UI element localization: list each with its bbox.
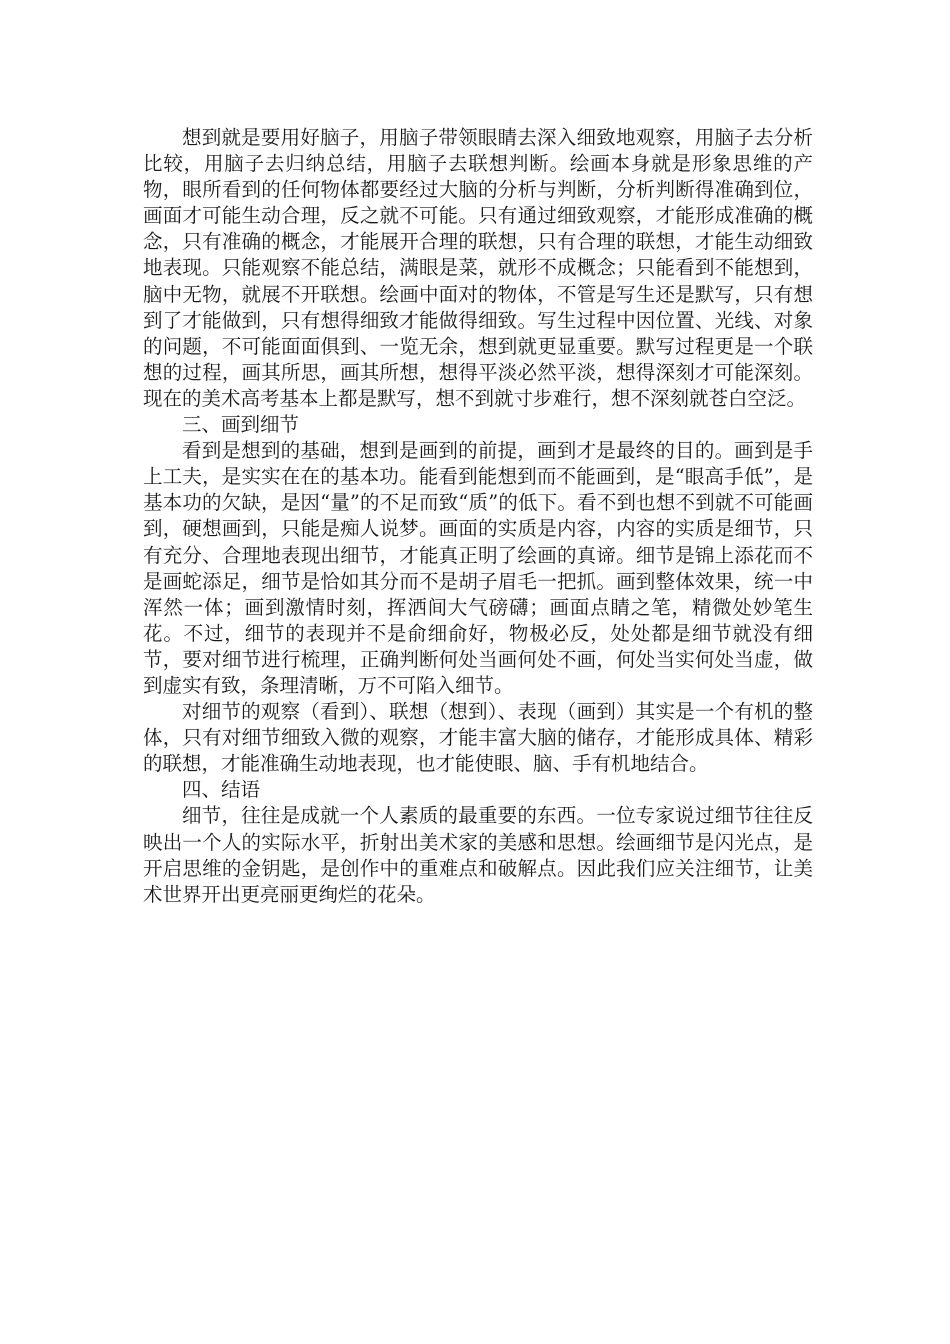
paragraph-organic-whole: 对细节的观察（看到）、联想（想到）、表现（画到）其实是一个有机的整体，只有对细节细致入微的观察，才能丰富大脑的储存，才能形成具体、精彩的联想，才能准确生动地表现，也才能使眼、脑、手有机地结合。 [143, 700, 813, 776]
section-heading-conclusion: 四、结语 [182, 778, 261, 802]
document-body [143, 125, 813, 908]
paragraph-thinking: 想到就是要用好脑子，用脑子带领眼睛去深入细致地观察，用脑子去分析比较，用脑子去归纳总结，用脑子去联想判断。绘画本身就是形象思维的产物，眼所看到的任何物体都要经过大脑的分析与判断，分析判断得准确到位，画面才可能生动合理，反之就不可能。只有通过细致观察，才能形成准确的概念，只有准确的概念，才能展开合理的联想，只有合理的联想，才能生动细致地表现。只能观察不能总结，满眼是菜，就形不成概念；只能看到不能想到，脑中无物，就展不开联想。绘画中面对的物体，不管是写生还是默写，只有想到了才能做到，只有想得细致才能做得细致。写生过程中因位置、光线、对象的问题，不可能面面俱到、一览无余，想到就更显重要。默写过程更是一个联想的过程，画其所思，画其所想，想得平淡必然平淡，想得深刻才可能深刻。现在的美术高考基本上都是默写，想不到就寸步难行，想不深刻就苍白空泛。 [143, 126, 813, 410]
paragraph-conclusion: 细节，往往是成就一个人素质的最重要的东西。一位专家说过细节往往反映出一个人的实际水平，折射出美术家的美感和思想。绘画细节是闪光点，是开启思维的金钥匙，是创作中的重难点和破解点。因此我们应关注细节，让美术世界开出更亮丽更绚烂的花朵。 [143, 804, 813, 906]
section-heading-drawing-details: 三、画到细节 [182, 413, 300, 437]
paragraph-drawing-details: 看到是想到的基础，想到是画到的前提，画到才是最终的目的。画到是手上工夫，是实实在在的基本功。能看到能想到而不能画到，是“眼高手低”，是基本功的欠缺，是因“量”的不足而致“质”的低下。看不到也想不到就不可能画到，硬想画到，只能是痴人说梦。画面的实质是内容，内容的实质是细节，只有充分、合理地表现出细节，才能真正明了绘画的真谛。细节是锦上添花而不是画蛇添足，细节是恰如其分而不是胡子眉毛一把抓。画到整体效果，统一中浑然一体；画到激情时刻，挥洒间大气磅礴；画面点睛之笔，精微处妙笔生花。不过，细节的表现并不是俞细俞好，物极必反，处处都是细节就没有细节，要对细节进行梳理，正确判断何处当画何处不画，何处当实何处当虚，做到虚实有致，条理清晰，万不可陷入细节。 [143, 439, 813, 697]
